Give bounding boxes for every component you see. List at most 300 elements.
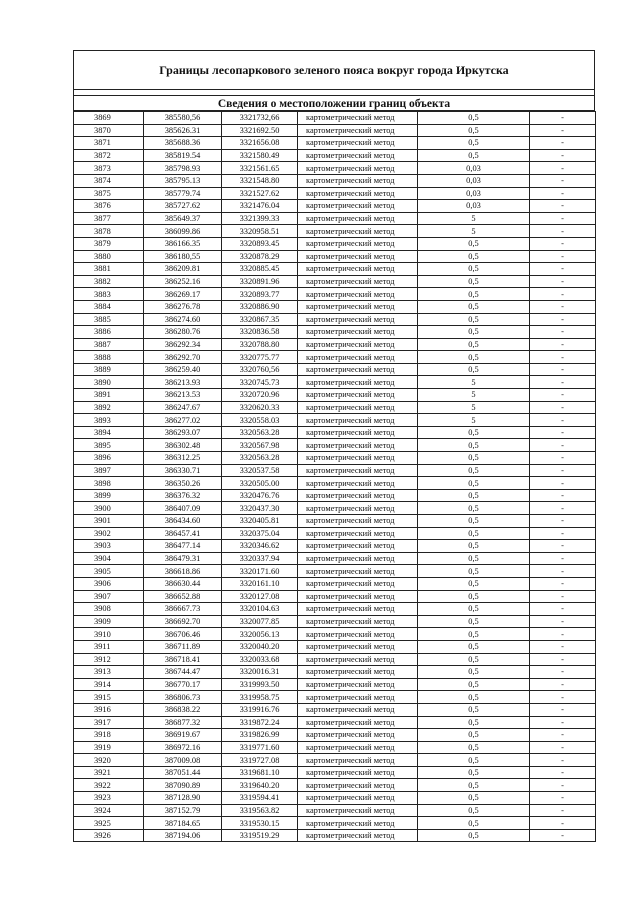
description-cell: -	[530, 489, 596, 502]
point-number-cell: 3881	[74, 263, 144, 276]
table-row	[74, 741, 596, 754]
method-cell: картометрический метод	[298, 628, 418, 641]
x-coordinate-cell: 386099.86	[144, 225, 222, 238]
method-cell: картометрический метод	[298, 225, 418, 238]
x-coordinate-cell: 386350.26	[144, 477, 222, 490]
table-row	[74, 200, 596, 213]
table-row	[74, 263, 596, 276]
method-cell: картометрический метод	[298, 766, 418, 779]
description-cell: -	[530, 590, 596, 603]
y-coordinate-cell: 3320056.13	[222, 628, 298, 641]
table-row	[74, 363, 596, 376]
table-row	[74, 792, 596, 805]
point-number-cell: 3883	[74, 288, 144, 301]
x-coordinate-cell: 386293.07	[144, 426, 222, 439]
method-cell: картометрический метод	[298, 666, 418, 679]
point-number-cell: 3886	[74, 326, 144, 339]
method-cell: картометрический метод	[298, 678, 418, 691]
description-cell: -	[530, 389, 596, 402]
point-number-cell: 3889	[74, 363, 144, 376]
precision-cell: 0,5	[418, 426, 530, 439]
description-cell: -	[530, 313, 596, 326]
table-row	[74, 237, 596, 250]
y-coordinate-cell: 3320476.76	[222, 489, 298, 502]
method-cell: картометрический метод	[298, 162, 418, 175]
method-cell: картометрический метод	[298, 754, 418, 767]
method-cell: картометрический метод	[298, 603, 418, 616]
precision-cell: 0,5	[418, 263, 530, 276]
point-number-cell: 3917	[74, 716, 144, 729]
method-cell: картометрический метод	[298, 464, 418, 477]
method-cell: картометрический метод	[298, 112, 418, 125]
precision-cell: 5	[418, 225, 530, 238]
table-row	[74, 401, 596, 414]
y-coordinate-cell: 3319681.10	[222, 766, 298, 779]
precision-cell: 0,5	[418, 703, 530, 716]
point-number-cell: 3900	[74, 502, 144, 515]
point-number-cell: 3919	[74, 741, 144, 754]
precision-cell: 0,5	[418, 275, 530, 288]
y-coordinate-cell: 3320346.62	[222, 540, 298, 553]
x-coordinate-cell: 386180,55	[144, 250, 222, 263]
method-cell: картометрический метод	[298, 477, 418, 490]
x-coordinate-cell: 386479.31	[144, 552, 222, 565]
method-cell: картометрический метод	[298, 275, 418, 288]
x-coordinate-cell: 386259.40	[144, 363, 222, 376]
point-number-cell: 3921	[74, 766, 144, 779]
x-coordinate-cell: 386711.89	[144, 640, 222, 653]
method-cell: картометрический метод	[298, 376, 418, 389]
x-coordinate-cell: 385819.54	[144, 149, 222, 162]
description-cell: -	[530, 376, 596, 389]
description-cell: -	[530, 628, 596, 641]
precision-cell: 0,03	[418, 174, 530, 187]
point-number-cell: 3914	[74, 678, 144, 691]
precision-cell: 0,5	[418, 729, 530, 742]
table-row	[74, 691, 596, 704]
method-cell: картометрический метод	[298, 540, 418, 553]
point-number-cell: 3899	[74, 489, 144, 502]
description-cell: -	[530, 552, 596, 565]
method-cell: картометрический метод	[298, 426, 418, 439]
method-cell: картометрический метод	[298, 401, 418, 414]
y-coordinate-cell: 3321732,66	[222, 112, 298, 125]
document-title: Границы лесопаркового зеленого пояса вокруг города Иркутска	[159, 62, 509, 77]
x-coordinate-cell: 386292.34	[144, 338, 222, 351]
precision-cell: 0,5	[418, 250, 530, 263]
method-cell: картометрический метод	[298, 452, 418, 465]
x-coordinate-cell: 386330.71	[144, 464, 222, 477]
description-cell: -	[530, 741, 596, 754]
table-row	[74, 426, 596, 439]
precision-cell: 0,5	[418, 766, 530, 779]
description-cell: -	[530, 401, 596, 414]
document-title-box	[73, 50, 595, 90]
precision-cell: 0,5	[418, 552, 530, 565]
x-coordinate-cell: 387184.65	[144, 817, 222, 830]
x-coordinate-cell: 386706.46	[144, 628, 222, 641]
method-cell: картометрический метод	[298, 237, 418, 250]
x-coordinate-cell: 385779.74	[144, 187, 222, 200]
table-row	[74, 288, 596, 301]
precision-cell: 0,5	[418, 716, 530, 729]
description-cell: -	[530, 703, 596, 716]
precision-cell: 5	[418, 376, 530, 389]
precision-cell: 0,5	[418, 615, 530, 628]
x-coordinate-cell: 386434.60	[144, 515, 222, 528]
precision-cell: 0,5	[418, 112, 530, 125]
table-row	[74, 628, 596, 641]
x-coordinate-cell: 386247.67	[144, 401, 222, 414]
y-coordinate-cell: 3321476.04	[222, 200, 298, 213]
description-cell: -	[530, 363, 596, 376]
description-cell: -	[530, 426, 596, 439]
description-cell: -	[530, 112, 596, 125]
x-coordinate-cell: 386838.22	[144, 703, 222, 716]
precision-cell: 0,03	[418, 162, 530, 175]
x-coordinate-cell: 386269.17	[144, 288, 222, 301]
y-coordinate-cell: 3320886.90	[222, 300, 298, 313]
x-coordinate-cell: 386280.76	[144, 326, 222, 339]
method-cell: картометрический метод	[298, 552, 418, 565]
method-cell: картометрический метод	[298, 804, 418, 817]
table-row	[74, 577, 596, 590]
point-number-cell: 3902	[74, 527, 144, 540]
description-cell: -	[530, 237, 596, 250]
table-row	[74, 754, 596, 767]
description-cell: -	[530, 716, 596, 729]
precision-cell: 0,5	[418, 515, 530, 528]
y-coordinate-cell: 3320040.20	[222, 640, 298, 653]
description-cell: -	[530, 754, 596, 767]
table-row	[74, 162, 596, 175]
point-number-cell: 3903	[74, 540, 144, 553]
table-row	[74, 515, 596, 528]
precision-cell: 0,5	[418, 565, 530, 578]
method-cell: картометрический метод	[298, 489, 418, 502]
y-coordinate-cell: 3319872.24	[222, 716, 298, 729]
x-coordinate-cell: 387009.08	[144, 754, 222, 767]
description-cell: -	[530, 640, 596, 653]
y-coordinate-cell: 3321656.08	[222, 137, 298, 150]
precision-cell: 0,5	[418, 489, 530, 502]
point-number-cell: 3874	[74, 174, 144, 187]
precision-cell: 0,5	[418, 754, 530, 767]
point-number-cell: 3925	[74, 817, 144, 830]
y-coordinate-cell: 3320405.81	[222, 515, 298, 528]
point-number-cell: 3888	[74, 351, 144, 364]
method-cell: картометрический метод	[298, 414, 418, 427]
point-number-cell: 3891	[74, 389, 144, 402]
y-coordinate-cell: 3321527.62	[222, 187, 298, 200]
description-cell: -	[530, 779, 596, 792]
table-row	[74, 439, 596, 452]
y-coordinate-cell: 3320016.31	[222, 666, 298, 679]
x-coordinate-cell: 387051.44	[144, 766, 222, 779]
x-coordinate-cell: 385688.36	[144, 137, 222, 150]
y-coordinate-cell: 3320558.03	[222, 414, 298, 427]
precision-cell: 0,5	[418, 326, 530, 339]
x-coordinate-cell: 386877.32	[144, 716, 222, 729]
y-coordinate-cell: 3320885.45	[222, 263, 298, 276]
table-row	[74, 678, 596, 691]
method-cell: картометрический метод	[298, 187, 418, 200]
y-coordinate-cell: 3320437.30	[222, 502, 298, 515]
description-cell: -	[530, 477, 596, 490]
description-cell: -	[530, 729, 596, 742]
precision-cell: 0,5	[418, 678, 530, 691]
table-row	[74, 666, 596, 679]
x-coordinate-cell: 386166.35	[144, 237, 222, 250]
method-cell: картометрический метод	[298, 326, 418, 339]
y-coordinate-cell: 3320563.28	[222, 426, 298, 439]
point-number-cell: 3869	[74, 112, 144, 125]
table-row	[74, 149, 596, 162]
method-cell: картометрический метод	[298, 351, 418, 364]
method-cell: картометрический метод	[298, 263, 418, 276]
table-row	[74, 603, 596, 616]
table-row	[74, 729, 596, 742]
precision-cell: 0,5	[418, 527, 530, 540]
x-coordinate-cell: 386630.44	[144, 577, 222, 590]
point-number-cell: 3906	[74, 577, 144, 590]
method-cell: картометрический метод	[298, 338, 418, 351]
point-number-cell: 3895	[74, 439, 144, 452]
precision-cell: 0,5	[418, 779, 530, 792]
table-row	[74, 716, 596, 729]
y-coordinate-cell: 3320891.96	[222, 275, 298, 288]
precision-cell: 5	[418, 389, 530, 402]
precision-cell: 0,5	[418, 829, 530, 842]
description-cell: -	[530, 162, 596, 175]
coordinates-table	[73, 111, 596, 842]
table-row	[74, 766, 596, 779]
description-cell: -	[530, 439, 596, 452]
method-cell: картометрический метод	[298, 363, 418, 376]
y-coordinate-cell: 3320077.85	[222, 615, 298, 628]
y-coordinate-cell: 3319916.76	[222, 703, 298, 716]
precision-cell: 0,5	[418, 124, 530, 137]
precision-cell: 0,5	[418, 300, 530, 313]
point-number-cell: 3922	[74, 779, 144, 792]
table-row	[74, 615, 596, 628]
y-coordinate-cell: 3320745.73	[222, 376, 298, 389]
description-cell: -	[530, 263, 596, 276]
point-number-cell: 3879	[74, 237, 144, 250]
method-cell: картометрический метод	[298, 515, 418, 528]
table-row	[74, 376, 596, 389]
x-coordinate-cell: 386376.32	[144, 489, 222, 502]
point-number-cell: 3882	[74, 275, 144, 288]
description-cell: -	[530, 174, 596, 187]
x-coordinate-cell: 386718.41	[144, 653, 222, 666]
description-cell: -	[530, 300, 596, 313]
description-cell: -	[530, 653, 596, 666]
y-coordinate-cell: 3320775.77	[222, 351, 298, 364]
table-row	[74, 124, 596, 137]
description-cell: -	[530, 678, 596, 691]
x-coordinate-cell: 386972.16	[144, 741, 222, 754]
y-coordinate-cell: 3319826.99	[222, 729, 298, 742]
point-number-cell: 3878	[74, 225, 144, 238]
y-coordinate-cell: 3319640.20	[222, 779, 298, 792]
point-number-cell: 3916	[74, 703, 144, 716]
description-cell: -	[530, 225, 596, 238]
x-coordinate-cell: 387128.90	[144, 792, 222, 805]
table-row	[74, 414, 596, 427]
y-coordinate-cell: 3320033.68	[222, 653, 298, 666]
point-number-cell: 3890	[74, 376, 144, 389]
precision-cell: 0,5	[418, 237, 530, 250]
table-row	[74, 112, 596, 125]
y-coordinate-cell: 3319727.08	[222, 754, 298, 767]
precision-cell: 0,5	[418, 502, 530, 515]
point-number-cell: 3907	[74, 590, 144, 603]
y-coordinate-cell: 3320375.04	[222, 527, 298, 540]
point-number-cell: 3913	[74, 666, 144, 679]
y-coordinate-cell: 3320567.98	[222, 439, 298, 452]
method-cell: картометрический метод	[298, 502, 418, 515]
method-cell: картометрический метод	[298, 439, 418, 452]
precision-cell: 0,5	[418, 691, 530, 704]
precision-cell: 0,5	[418, 363, 530, 376]
point-number-cell: 3875	[74, 187, 144, 200]
y-coordinate-cell: 3320161.10	[222, 577, 298, 590]
point-number-cell: 3893	[74, 414, 144, 427]
description-cell: -	[530, 766, 596, 779]
x-coordinate-cell: 387090.89	[144, 779, 222, 792]
method-cell: картометрический метод	[298, 174, 418, 187]
method-cell: картометрический метод	[298, 817, 418, 830]
y-coordinate-cell: 3321561.65	[222, 162, 298, 175]
x-coordinate-cell: 385626.31	[144, 124, 222, 137]
precision-cell: 0,5	[418, 439, 530, 452]
x-coordinate-cell: 386213.53	[144, 389, 222, 402]
table-row	[74, 464, 596, 477]
table-row	[74, 137, 596, 150]
precision-cell: 5	[418, 414, 530, 427]
point-number-cell: 3926	[74, 829, 144, 842]
method-cell: картометрический метод	[298, 703, 418, 716]
y-coordinate-cell: 3320505.00	[222, 477, 298, 490]
description-cell: -	[530, 124, 596, 137]
y-coordinate-cell: 3320958.51	[222, 225, 298, 238]
y-coordinate-cell: 3320867.35	[222, 313, 298, 326]
point-number-cell: 3877	[74, 212, 144, 225]
y-coordinate-cell: 3320720.96	[222, 389, 298, 402]
table-row	[74, 250, 596, 263]
precision-cell: 5	[418, 401, 530, 414]
description-cell: -	[530, 326, 596, 339]
description-cell: -	[530, 603, 596, 616]
table-row	[74, 640, 596, 653]
method-cell: картометрический метод	[298, 792, 418, 805]
y-coordinate-cell: 3321580.49	[222, 149, 298, 162]
description-cell: -	[530, 817, 596, 830]
y-coordinate-cell: 3320893.45	[222, 237, 298, 250]
x-coordinate-cell: 386302.48	[144, 439, 222, 452]
description-cell: -	[530, 829, 596, 842]
point-number-cell: 3912	[74, 653, 144, 666]
precision-cell: 0,5	[418, 590, 530, 603]
point-number-cell: 3885	[74, 313, 144, 326]
x-coordinate-cell: 386276.78	[144, 300, 222, 313]
method-cell: картометрический метод	[298, 250, 418, 263]
precision-cell: 0,03	[418, 187, 530, 200]
y-coordinate-cell: 3321548.80	[222, 174, 298, 187]
x-coordinate-cell: 386692.70	[144, 615, 222, 628]
y-coordinate-cell: 3320893.77	[222, 288, 298, 301]
method-cell: картометрический метод	[298, 716, 418, 729]
y-coordinate-cell: 3319993.50	[222, 678, 298, 691]
table-row	[74, 389, 596, 402]
table-row	[74, 590, 596, 603]
description-cell: -	[530, 149, 596, 162]
description-cell: -	[530, 212, 596, 225]
x-coordinate-cell: 387152.79	[144, 804, 222, 817]
x-coordinate-cell: 386312.25	[144, 452, 222, 465]
document-page	[73, 50, 595, 842]
description-cell: -	[530, 137, 596, 150]
description-cell: -	[530, 338, 596, 351]
x-coordinate-cell: 386477.14	[144, 540, 222, 553]
point-number-cell: 3924	[74, 804, 144, 817]
x-coordinate-cell: 385727.62	[144, 200, 222, 213]
y-coordinate-cell: 3320563.28	[222, 452, 298, 465]
x-coordinate-cell: 385649.37	[144, 212, 222, 225]
x-coordinate-cell: 385795.13	[144, 174, 222, 187]
point-number-cell: 3894	[74, 426, 144, 439]
point-number-cell: 3901	[74, 515, 144, 528]
point-number-cell: 3884	[74, 300, 144, 313]
y-coordinate-cell: 3320537.58	[222, 464, 298, 477]
point-number-cell: 3898	[74, 477, 144, 490]
method-cell: картометрический метод	[298, 124, 418, 137]
precision-cell: 0,5	[418, 804, 530, 817]
precision-cell: 0,5	[418, 741, 530, 754]
precision-cell: 0,5	[418, 577, 530, 590]
x-coordinate-cell: 386652.88	[144, 590, 222, 603]
precision-cell: 0,03	[418, 200, 530, 213]
description-cell: -	[530, 527, 596, 540]
table-row	[74, 300, 596, 313]
x-coordinate-cell: 386213.93	[144, 376, 222, 389]
description-cell: -	[530, 792, 596, 805]
table-row	[74, 326, 596, 339]
table-row	[74, 187, 596, 200]
description-cell: -	[530, 502, 596, 515]
point-number-cell: 3915	[74, 691, 144, 704]
method-cell: картометрический метод	[298, 212, 418, 225]
method-cell: картометрический метод	[298, 729, 418, 742]
table-row	[74, 477, 596, 490]
x-coordinate-cell: 386252.16	[144, 275, 222, 288]
method-cell: картометрический метод	[298, 389, 418, 402]
y-coordinate-cell: 3319594.41	[222, 792, 298, 805]
point-number-cell: 3911	[74, 640, 144, 653]
y-coordinate-cell: 3319530.15	[222, 817, 298, 830]
description-cell: -	[530, 691, 596, 704]
y-coordinate-cell: 3320104.63	[222, 603, 298, 616]
description-cell: -	[530, 615, 596, 628]
y-coordinate-cell: 3319958.75	[222, 691, 298, 704]
precision-cell: 0,5	[418, 653, 530, 666]
method-cell: картометрический метод	[298, 527, 418, 540]
description-cell: -	[530, 351, 596, 364]
description-cell: -	[530, 540, 596, 553]
table-row	[74, 212, 596, 225]
method-cell: картометрический метод	[298, 653, 418, 666]
